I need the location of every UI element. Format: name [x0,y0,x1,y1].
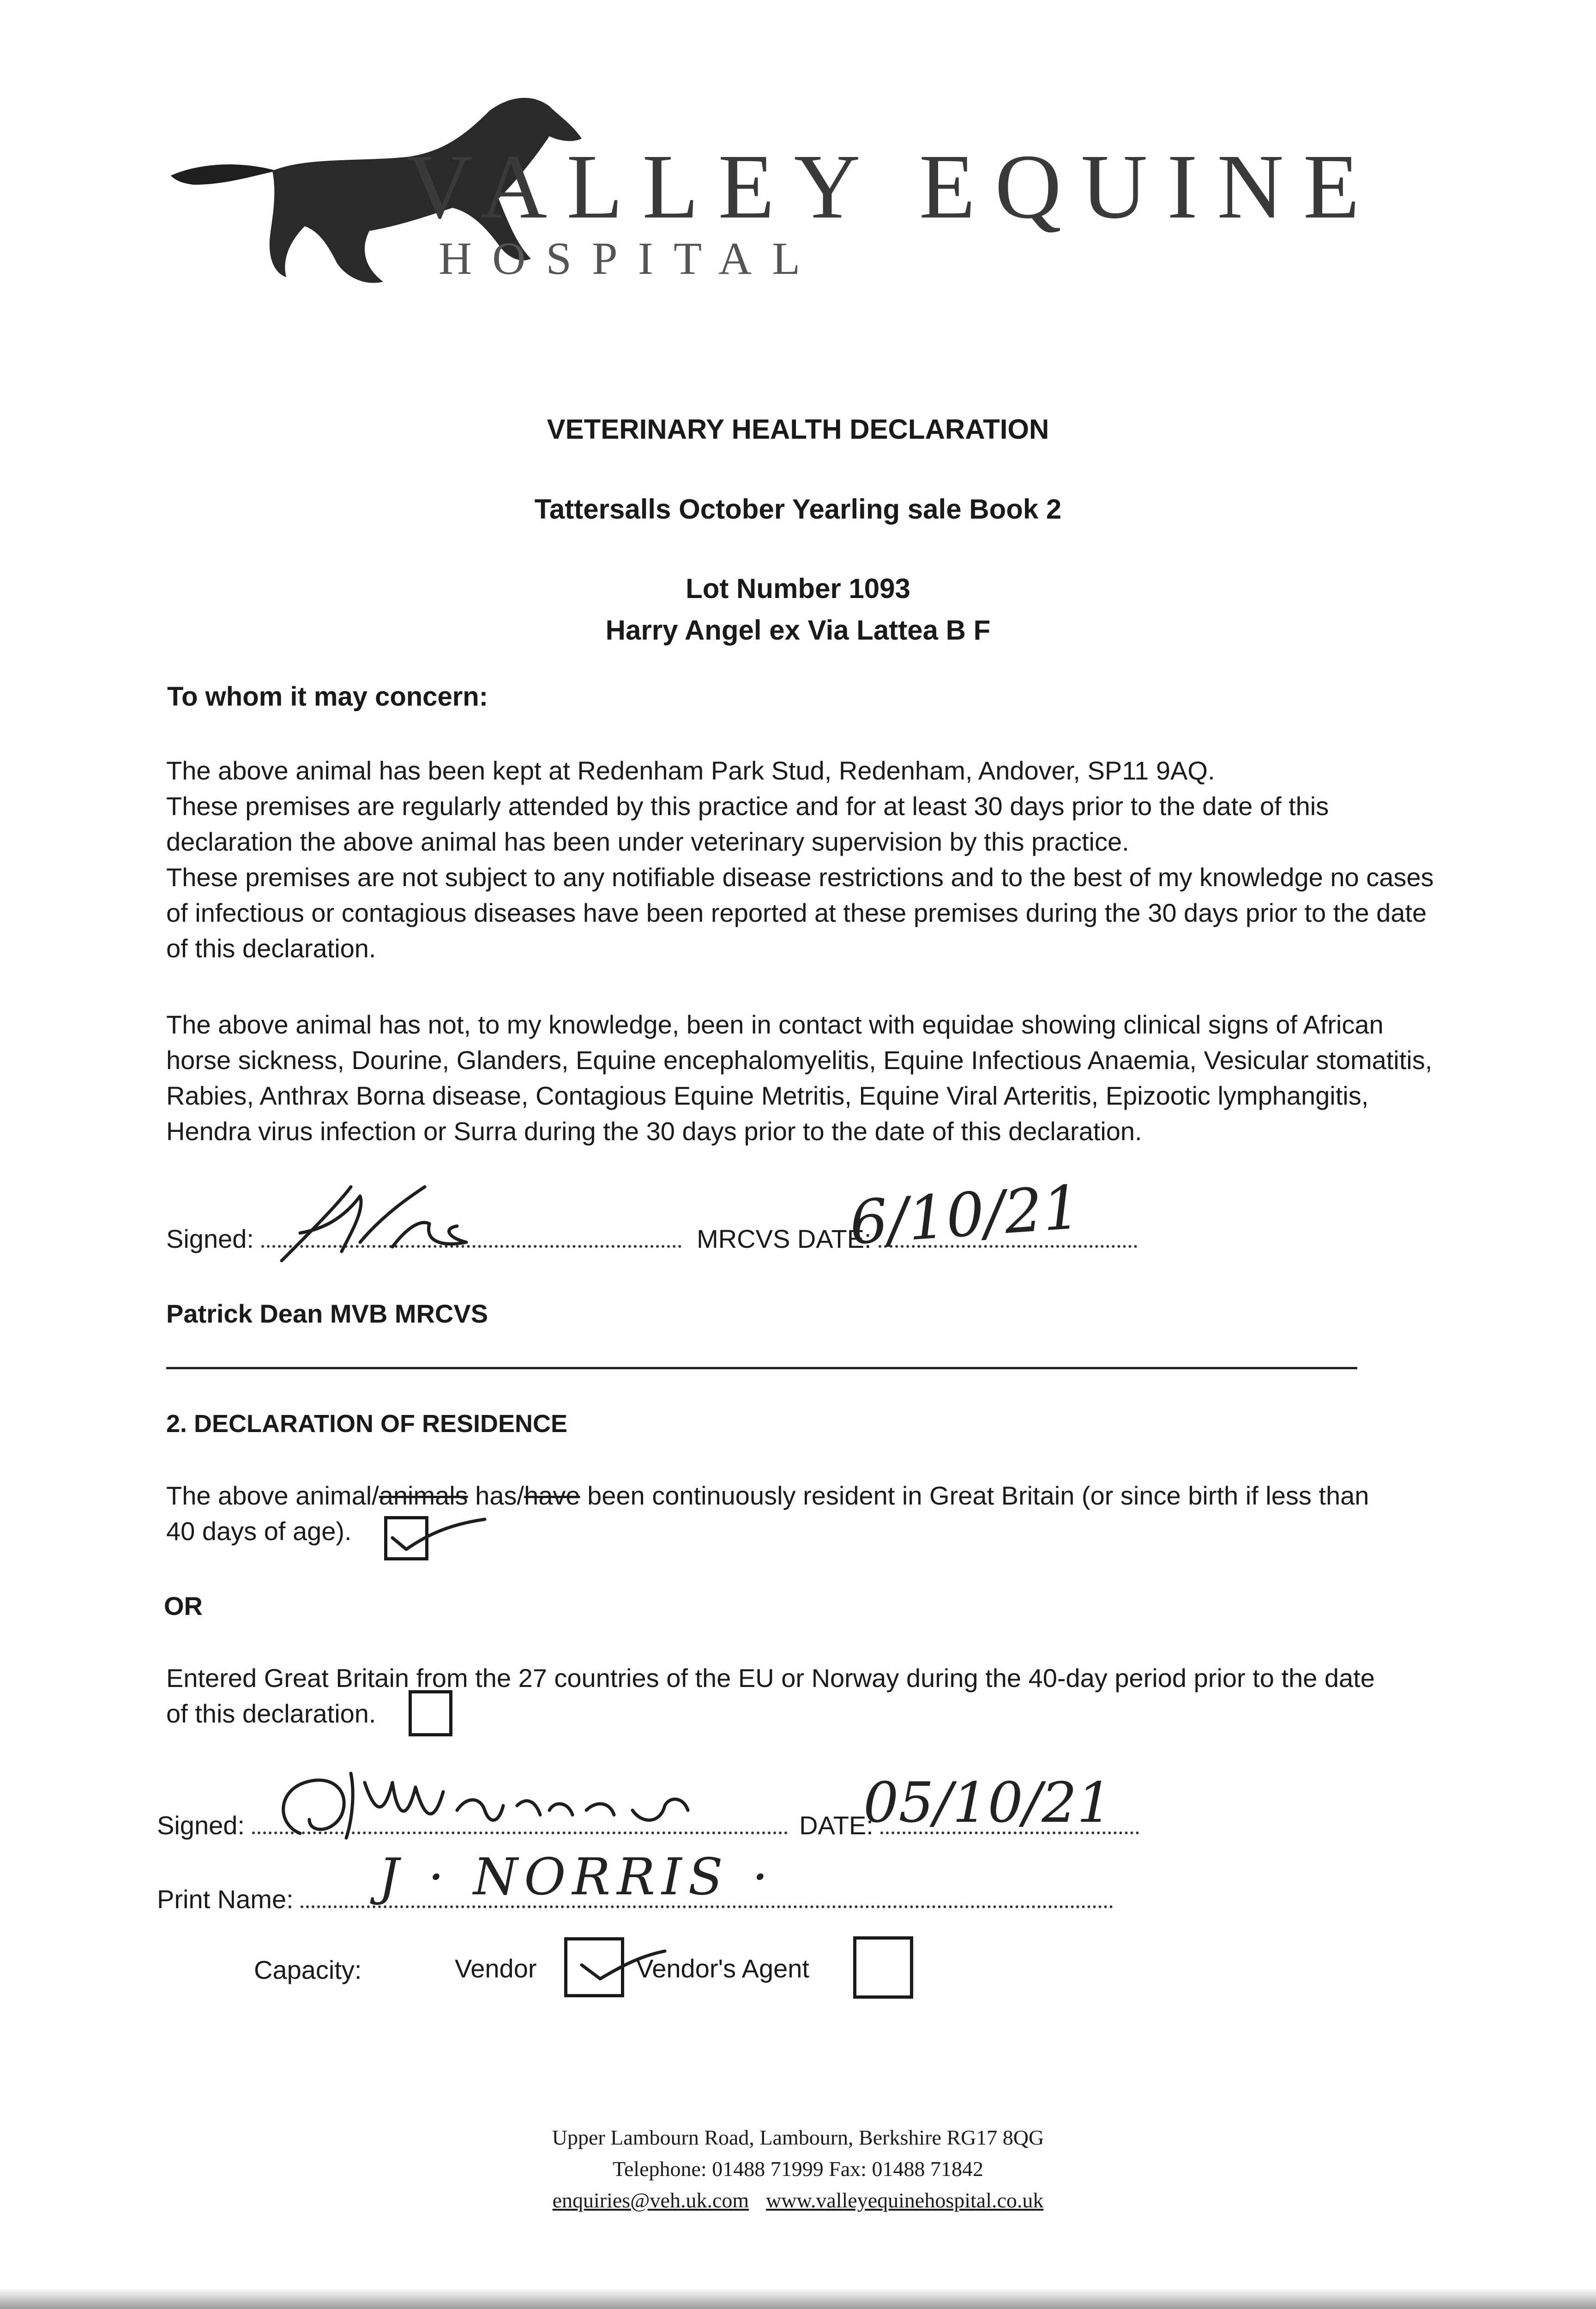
kept-at-text: The above animal has been kept at Redenham Park Stud, Redenham, Andover, SP11 9AQ. [166,756,1215,785]
supervision-text: These premises are regularly attended by this practice and for at least 30 days prior to the date of this declaration the above animal has been under veterinary supervision by this practice. [166,792,1329,856]
disease-list-text: The above animal has not, to my knowledge, been in contact with equidae showing clinical signs of African horse sickness, Dourine, Glanders, Equine encephalomyelitis, Equine Infectious Anaemia, Vesicular stomatitis, Rabies, Anthrax Borna disease, Contagious Equine Metritis, Equine Viral Arteritis, Epizootic lymphangitis, Hendra virus infection or Surra during the 30 days prior to the date of this declaration. [166,1010,1433,1146]
residence-statement [166,1478,1450,1549]
owner-date-label: DATE: [799,1811,873,1840]
footer-phone: Telephone: 01488 71999 Fax: 01488 71842 [613,2157,983,2181]
entered-text-1: Entered Great Britain from the 27 countries of the EU or Norway during the 40-day period prior to the date [166,1663,1375,1692]
section-divider [166,1367,1357,1369]
vet-signature-image [272,1178,512,1270]
signed-label: Signed: [166,1224,254,1253]
disease-contact-statement [166,1007,1450,1149]
residence-text-d: 40 days of age). [166,1517,352,1546]
entered-statement [166,1660,1450,1731]
logo-subtitle: HOSPITAL [439,233,821,284]
capacity-label: Capacity: [254,1955,362,1984]
vendors-agent-label: Vendor's Agent [636,1954,809,1983]
vet-name: Patrick Dean MVB MRCVS [166,1299,488,1328]
logo-name: VALLEY EQUINE [406,136,1379,238]
entered-checkbox[interactable] [409,1690,452,1736]
salutation: To whom it may concern: [167,682,488,712]
sale-name: Tattersalls October Yearling sale Book 2 [534,494,1062,525]
footer-address: Upper Lambourn Road, Lambourn, Berkshire RG17 8QG [552,2126,1044,2149]
owner-signature-image [272,1755,706,1847]
vendor-label: Vendor [455,1954,537,1983]
residence-text-b: has/ [468,1481,524,1510]
or-label: OR [164,1591,203,1620]
print-name-handwritten: J · NORRIS · [379,1847,775,1906]
residence-text-a: The above animal/ [166,1481,379,1510]
footer-website: www.valleyequinehospital.co.uk [766,2188,1044,2212]
resident-check-mark [388,1510,489,1561]
restrictions-text: These premises are not subject to any notifiable disease restrictions and to the best of my knowledge no cases of infectious or contagious diseases have been reported at these premises during the 30 days prior to the date of this declaration. [166,863,1434,963]
horse-name: Harry Angel ex Via Lattea B F [605,615,991,646]
entered-text-2: of this declaration. [166,1699,376,1728]
footer-email: enquiries@veh.uk.com [552,2188,749,2212]
lot-number: Lot Number 1093 [686,573,910,604]
document-title: VETERINARY HEALTH DECLARATION [547,414,1049,445]
residence-text-c: been continuously resident in Great Britain (or since birth if less than [580,1481,1369,1510]
premises-statement [166,753,1450,966]
struck-animals: animals [379,1481,468,1510]
mrcvs-date-label: MRCVS DATE: [697,1224,872,1253]
owner-date-handwritten: 05/10/21 [863,1771,1112,1835]
hospital-logo [166,92,1379,296]
footer [0,2122,1596,2216]
print-name-label: Print Name: [157,1885,294,1914]
owner-signed-label: Signed: [157,1811,245,1840]
struck-have: have [524,1481,580,1510]
vet-date-handwritten: 6/10/21 [847,1172,1083,1258]
residence-heading: 2. DECLARATION OF RESIDENCE [166,1410,568,1438]
vendors-agent-checkbox[interactable] [853,1936,913,1999]
scan-edge-shadow [0,2288,1596,2309]
